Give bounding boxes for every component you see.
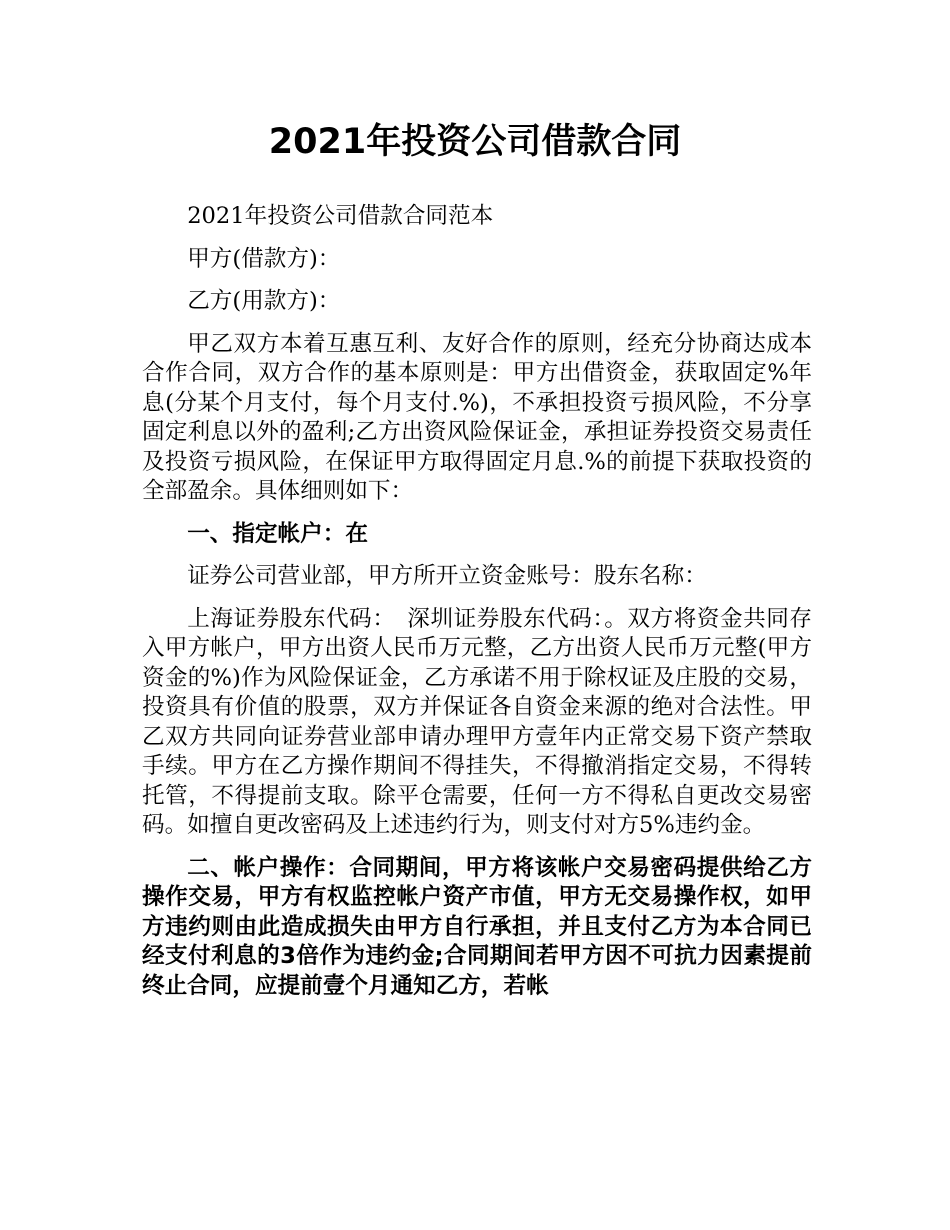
section-heading-designated-account: 一、指定帐户：在 bbox=[187, 520, 368, 547]
paragraph-subtitle: 2021年投资公司借款合同范本 bbox=[187, 203, 494, 229]
paragraph-shareholder-codes: 上海证券股东代码： 深圳证券股东代码：。双方将资金共同存入甲方帐户，甲方出资人民币万元整，乙方出资人民币万元整(甲方资金的%)作为风险保证金，乙方承诺不用于除权证及庄股的交易，投资具有价值的股票，双方并保证各自资金来源的绝对合法性。甲乙双方共同向证券营业部申请办理甲方壹年内正常交易下资产禁取手续。甲方在乙方操作期间不得挂失，不得撤消指定交易，不得转托管，不得提前支取。除平仓需要，任何一方不得私自更改交易密码。如擅自更改密码及上述违约行为，则支付对方5%违约金。 bbox=[142, 605, 812, 838]
document-title: 2021年投资公司借款合同 bbox=[268, 122, 682, 162]
paragraph-party-a: 甲方(借款方)： bbox=[187, 245, 341, 272]
section-account-operation: 二、帐户操作：合同期间，甲方将该帐户交易密码提供给乙方操作交易，甲方有权监控帐户资产市值，甲方无交易操作权，如甲方违约则由此造成损失由甲方自行承担，并且支付乙方为本合同已经支付利息的3倍作为违约金;合同期间若甲方因不可抗力因素提前终止合同，应提前壹个月通知乙方，若帐 bbox=[142, 854, 812, 999]
paragraph-party-b: 乙方(用款方)： bbox=[187, 288, 341, 314]
paragraph-principles: 甲乙双方本着互惠互利、友好合作的原则，经充分协商达成本合作合同，双方合作的基本原则是：甲方出借资金，获取固定%年息(分某个月支付，每个月支付.%)，不承担投资亏损风险，不分享固定利息以外的盈利;乙方出资风险保证金，承担证券投资交易责任及投资亏损风险，在保证甲方取得固定月息.%的前提下获取投资的全部盈余。具体细则如下： bbox=[142, 330, 812, 504]
paragraph-account-info: 证券公司营业部，甲方所开立资金账号：股东名称： bbox=[187, 563, 707, 589]
document-body bbox=[142, 202, 812, 1014]
